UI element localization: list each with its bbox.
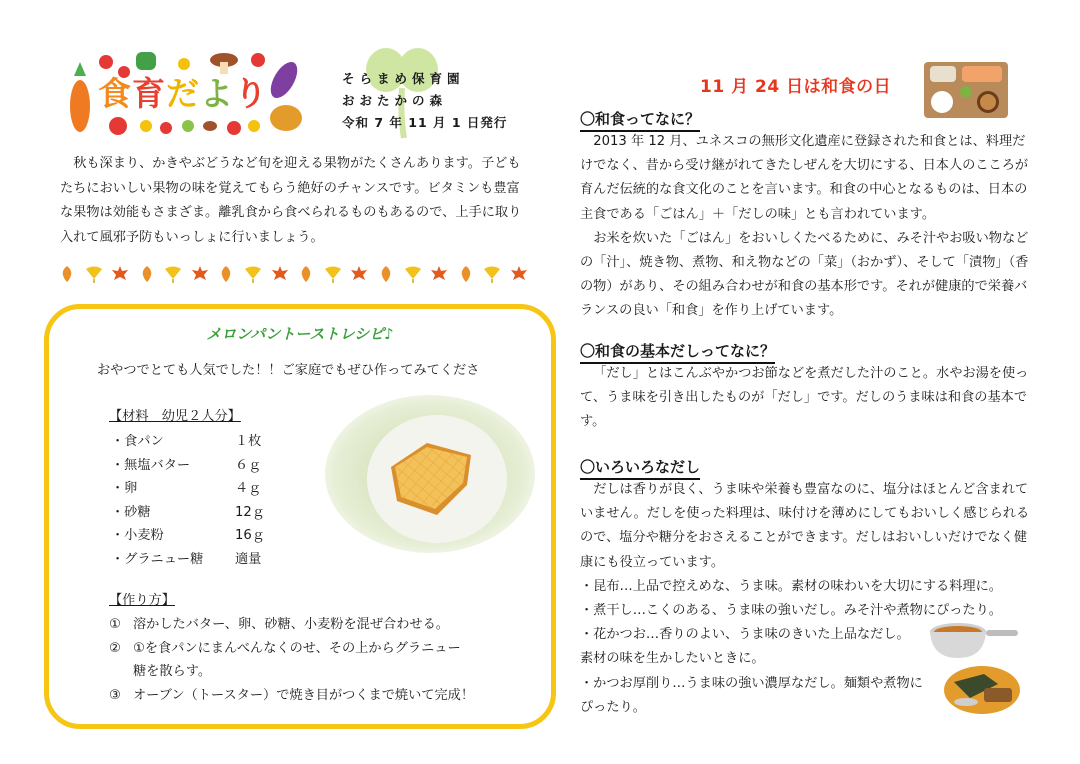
recipe-title: メロンパントーストレシピ♪	[206, 325, 394, 343]
step-number: ②	[109, 640, 121, 656]
ingredient-name: ・グラニュー糖	[111, 551, 204, 567]
steps-heading: 【作り方】	[109, 593, 175, 608]
washoku-day-title: 11 月 24 日は和食の日	[700, 77, 892, 97]
ingredient-name: ・卵	[111, 481, 138, 497]
logo-title: 食育だより	[98, 74, 268, 113]
ingredient-qty: 12ｇ	[235, 504, 265, 520]
ingredient-qty: 適量	[235, 551, 262, 567]
dashi-list-item: ぴったり。	[580, 699, 646, 715]
ginkgo-leaf-icon	[85, 265, 103, 283]
ginkgo-leaf-icon	[324, 265, 342, 283]
maple-leaf-icon	[271, 265, 289, 283]
dashi-list-item: 素材の味を生かしたいときに。	[580, 651, 765, 667]
ingredient-row	[111, 477, 265, 501]
ingredients-heading: 【材料 幼児２人分】	[109, 409, 241, 424]
org-name-line2: おおたかの森	[342, 93, 448, 108]
step-text: 溶かしたバター、卵、砂糖、小麦粉を混ぜ合わせる。	[133, 617, 449, 632]
step-item	[109, 613, 509, 637]
soup-pot-illustration	[928, 618, 1020, 662]
section-dashi-basics-heading: 〇和食の基本だしってなに？	[580, 340, 775, 364]
intro-paragraph: 秋も深まり、かきやぶどうなど旬を迎える果物がたくさんあります。子どもたちにおいしい果物の味を覚えてもらう絶好のチャンスです。ビタミンも豊富な果物は効能もさまざま。離乳食から食べられるものもあるので、上手に取り入れて風邪予防もいっしょに行いましょう。	[60, 156, 522, 245]
issue-date: 令和 7 年 11 月 1 日発行	[342, 115, 508, 130]
maple-leaf-icon	[430, 265, 448, 283]
maple-leaf-icon	[111, 265, 129, 283]
autumn-leaf-icon	[457, 265, 475, 283]
maple-leaf-icon	[510, 265, 528, 283]
washoku-paragraph-2: お米を炊いた「ごはん」をおいしくたべるために、みそ汁やお吸い物などの「汁」、焼き物、煮物、和え物などの「菜」（おかず）、そして「漬物」（香の物）があり、その組み合わせが和食の基本形です。それが健康的で栄養バランスの良い「和食」を作り上げています。	[580, 230, 1029, 319]
ingredient-row	[111, 501, 265, 525]
washoku-meal-illustration	[922, 58, 1010, 122]
step-item	[109, 637, 469, 684]
section-washoku-heading: 〇和食ってなに？	[580, 108, 700, 132]
ingredient-row	[111, 548, 265, 572]
ingredient-name: ・無塩バター	[111, 457, 191, 473]
dashi-list-item: ・花かつお…香りのよい、うま味のきいた上品なだし。	[580, 627, 910, 643]
section-dashi-types-heading: 〇いろいろなだし	[580, 456, 700, 480]
recipe-box	[44, 304, 556, 729]
leaf-divider	[58, 262, 528, 286]
washoku-paragraph-1: 2013 年 12 月、ユネスコの無形文化遺産に登録された和食とは、料理だけでなく、昔から受け継がれてきたしぜんを大切にする、日本人のこころが育んだ伝統的な食文化のことを言います。和食の中心となるものは、日本の主食である「ごはん」＋「だしの味」とも言われています。	[580, 134, 1029, 222]
autumn-leaf-icon	[217, 265, 235, 283]
ingredient-name: ・食パン	[111, 434, 164, 449]
section-washoku-body	[580, 130, 1032, 324]
section-dashi-basics-body	[580, 362, 1032, 435]
melon-pan-toast-photo	[325, 395, 535, 553]
autumn-leaf-icon	[377, 265, 395, 283]
step-item	[109, 684, 509, 708]
dashi-ingredients-illustration	[940, 658, 1022, 716]
recipe-lead: おやつでとても人気でした！！ご家庭でもぜひ作ってみてくださ	[97, 363, 480, 378]
ingredient-qty: １枚	[235, 434, 262, 449]
autumn-leaf-icon	[297, 265, 315, 283]
maple-leaf-icon	[191, 265, 209, 283]
org-name-line1: そらまめ保育園	[342, 71, 465, 86]
shokuiku-dayori-logo	[58, 46, 308, 138]
publisher-block	[342, 68, 512, 134]
dashi-list-item: ・昆布…上品で控えめな、うま味。素材の味わいを大切にする料理に。	[580, 578, 1002, 594]
dashi-list-item: ・煮干し…こくのある、うま味の強いだし。みそ汁や煮物にぴったり。	[580, 603, 1002, 619]
ginkgo-leaf-icon	[483, 265, 501, 283]
ingredient-row	[111, 524, 265, 548]
ingredient-qty: 16ｇ	[235, 528, 265, 544]
ingredient-name: ・小麦粉	[111, 528, 164, 544]
ginkgo-leaf-icon	[404, 265, 422, 283]
ingredient-name: ・砂糖	[111, 504, 151, 520]
steps-list	[109, 613, 509, 707]
ingredient-qty: ４ｇ	[235, 481, 262, 497]
ingredient-row	[111, 454, 265, 478]
step-text: ①を食パンにまんべんなくのせ、その上からグラニュー糖を散らす。	[133, 640, 461, 679]
ginkgo-leaf-icon	[164, 265, 182, 283]
step-number: ①	[109, 617, 121, 632]
step-text: オーブン（トースター）で焼き目がつくまで焼いて完成！	[133, 687, 475, 703]
ingredient-row	[111, 430, 265, 454]
autumn-leaf-icon	[58, 265, 76, 283]
ingredient-qty: ６ｇ	[235, 457, 262, 473]
dashi-types-paragraph: だしは香りが良く、うま味や栄養も豊富なのに、塩分はほとんど含まれていません。だしを使った料理は、味付けを薄めにしてもおいしく感じられるので、塩分や糖分をおさえることができます。だしはおいしいだけでなく健康にも役立っています。	[580, 482, 1030, 570]
maple-leaf-icon	[350, 265, 368, 283]
dashi-basics-paragraph: 「だし」とはこんぶやかつお節などを煮だした汁のこと。水やお湯を使って、うま味を引き出したものが「だし」です。だしのうま味は和食の基本です。	[580, 366, 1029, 430]
dashi-list-item: ・かつお厚削り…うま味の強い濃厚なだし。麺類や煮物に	[580, 675, 923, 691]
ginkgo-leaf-icon	[244, 265, 262, 283]
autumn-leaf-icon	[138, 265, 156, 283]
step-number: ③	[109, 687, 121, 703]
ingredients-list	[111, 430, 265, 572]
